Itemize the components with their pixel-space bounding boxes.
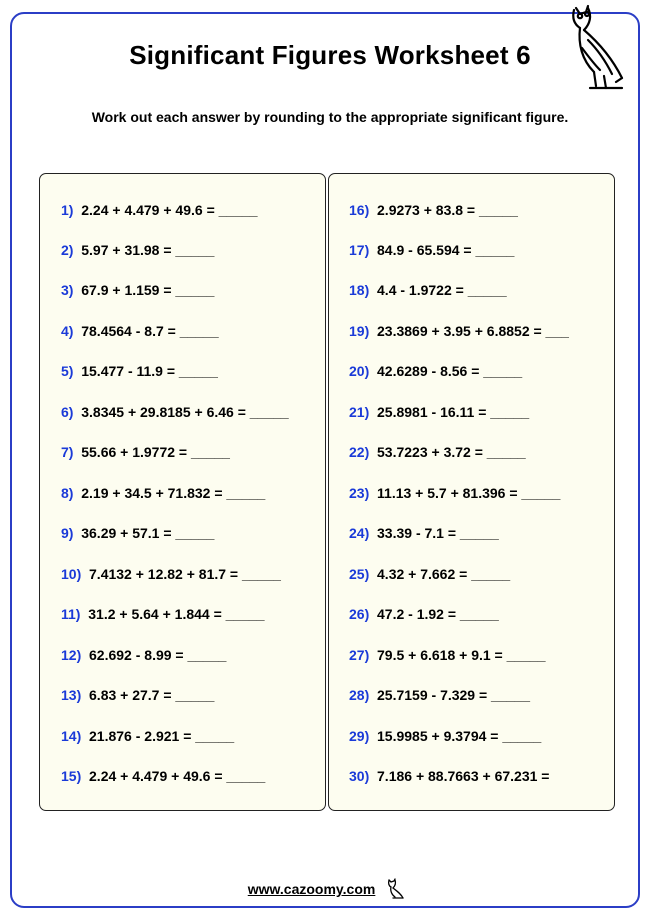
question-item: 2) 5.97 + 31.98 = _____ [61, 242, 215, 258]
question-item: 22) 53.7223 + 3.72 = _____ [349, 444, 526, 460]
question-item: 30) 7.186 + 88.7663 + 67.231 = [349, 768, 550, 784]
question-item: 27) 79.5 + 6.618 + 9.1 = _____ [349, 647, 546, 663]
question-item: 4) 78.4564 - 8.7 = _____ [61, 323, 219, 339]
instructions: Work out each answer by rounding to the appropriate significant figure. [91, 109, 569, 125]
question-item: 28) 25.7159 - 7.329 = _____ [349, 687, 530, 703]
questions-right-panel [328, 173, 615, 811]
question-item: 14) 21.876 - 2.921 = _____ [61, 728, 235, 744]
question-item: 16) 2.9273 + 83.8 = _____ [349, 202, 518, 218]
question-item: 11) 31.2 + 5.64 + 1.844 = _____ [61, 606, 265, 622]
question-item: 7) 55.66 + 1.9772 = _____ [61, 444, 230, 460]
question-item: 17) 84.9 - 65.594 = _____ [349, 242, 515, 258]
question-item: 25) 4.32 + 7.662 = _____ [349, 566, 511, 582]
question-item: 24) 33.39 - 7.1 = _____ [349, 525, 499, 541]
question-item: 12) 62.692 - 8.99 = _____ [61, 647, 227, 663]
question-item: 6) 3.8345 + 29.8185 + 6.46 = _____ [61, 404, 289, 420]
question-item: 26) 47.2 - 1.92 = _____ [349, 606, 499, 622]
question-item: 20) 42.6289 - 8.56 = _____ [349, 363, 523, 379]
question-item: 10) 7.4132 + 12.82 + 81.7 = _____ [61, 566, 281, 582]
question-item: 1) 2.24 + 4.479 + 49.6 = _____ [61, 202, 258, 218]
questions-left-panel [39, 173, 326, 811]
question-item: 3) 67.9 + 1.159 = _____ [61, 282, 215, 298]
question-item: 18) 4.4 - 1.9722 = _____ [349, 282, 507, 298]
footer [0, 878, 653, 900]
owl-logo-icon [560, 2, 630, 98]
question-item: 29) 15.9985 + 9.3794 = _____ [349, 728, 542, 744]
question-item: 9) 36.29 + 57.1 = _____ [61, 525, 215, 541]
question-item: 13) 6.83 + 27.7 = _____ [61, 687, 215, 703]
question-item: 8) 2.19 + 34.5 + 71.832 = _____ [61, 485, 266, 501]
question-item: 23) 11.13 + 5.7 + 81.396 = _____ [349, 485, 561, 501]
question-item: 19) 23.3869 + 3.95 + 6.8852 = ___ [349, 323, 569, 339]
footer-link[interactable]: www.cazoomy.com [247, 881, 376, 897]
question-item: 15) 2.24 + 4.479 + 49.6 = _____ [61, 768, 266, 784]
question-item: 21) 25.8981 - 16.11 = _____ [349, 404, 530, 420]
question-item: 5) 15.477 - 11.9 = _____ [61, 363, 218, 379]
owl-small-icon [385, 878, 405, 900]
page-title: Significant Figures Worksheet 6 [129, 40, 531, 70]
